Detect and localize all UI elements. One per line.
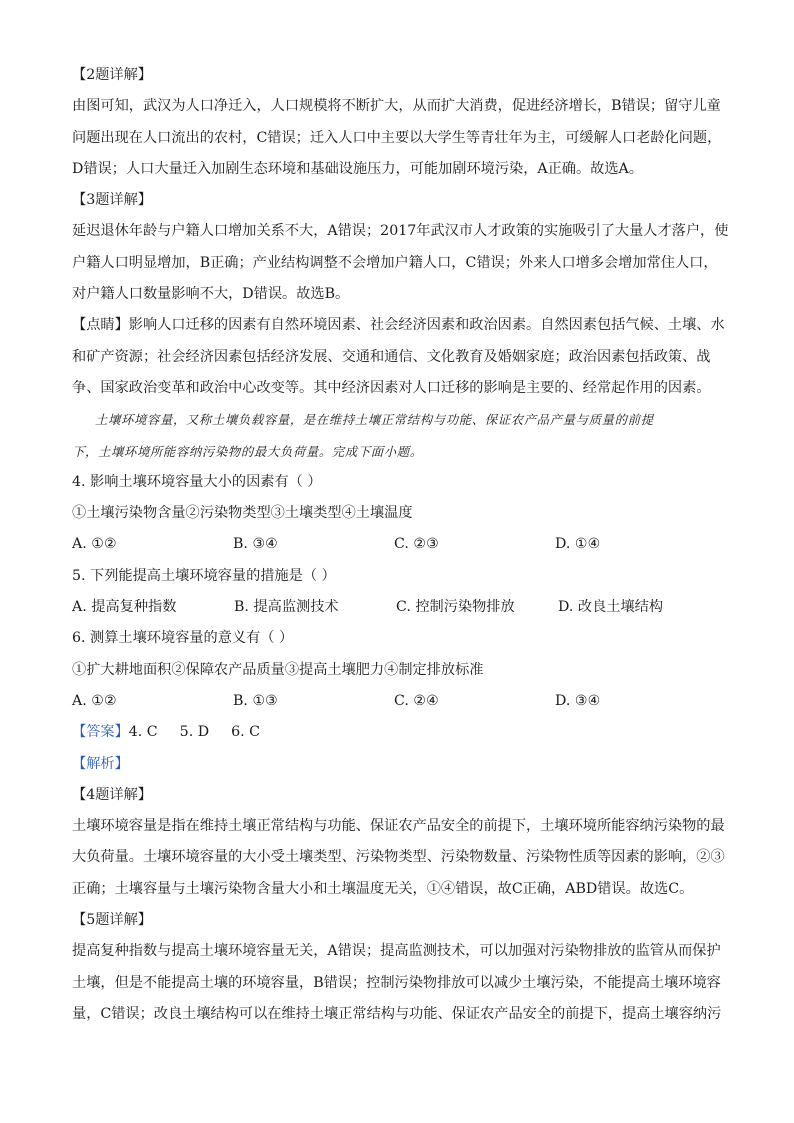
question-5-options [72,592,722,623]
answer-5: 5. D [179,724,210,741]
question-4-stem: 4. 影响土壤环境容量大小的因素有（ ） [72,473,322,490]
section-5-heading: 【5题详解】 [72,912,152,929]
section-5-line: 土壤，但是不能提高土壤的环境容量，B错误；控制污染物排放可以减少土壤污染，不能提高土壤环境容 [72,974,721,991]
section-4-line: 大负荷量。土壤环境容量的大小受土壤类型、污染物类型、污染物数量、污染物性质等因素的影响，②③ [72,849,725,866]
question-6-stem: 6. 测算土壤环境容量的意义有（ ） [72,630,294,647]
question-4-options [72,529,722,560]
answer-4: 4. C [128,724,158,741]
section-4-heading: 【4题详解】 [72,786,152,803]
dianjing-line [72,310,725,341]
section-3-line: 对户籍人口数量影响不大，D错误。故选B。 [72,286,350,303]
option-a: A. ①② [72,536,117,553]
answer-line [72,717,722,748]
answer-6: 6. C [231,724,260,741]
dianjing-label: 【点睛】 [72,317,129,334]
question-6-items: ①扩大耕地面积②保障农产品质量③提高土壤肥力④制定排放标准 [72,661,484,678]
section-3-heading: 【3题详解】 [72,192,152,209]
analysis-label: 【解析】 [72,755,129,772]
section-2-line: 问题出现在人口流出的农村，C错误；迁入人口中主要以大学生等青壮年为主，可缓解人口老龄化问题， [72,129,722,146]
section-2-heading: 【2题详解】 [72,67,152,83]
option-a: A. ①② [72,692,117,709]
section-2-line: 由图可知，武汉为人口净迁入，人口规模将不断扩大，从而扩大消费，促进经济增长，B错误；留守儿童 [72,98,721,115]
option-c: C. ②④ [394,692,439,709]
option-a: A. 提高复种指数 [72,599,177,616]
option-d: D. 改良土壤结构 [558,599,664,616]
material-line: 下，土壤环境所能容纳污染物的最大负荷量。完成下面小题。 [72,443,423,459]
section-4-line: 正确；土壤容量与土壤污染物含量大小和土壤温度无关，①④错误，故C正确，ABD错误。故选C。 [72,880,694,897]
answer-label: 【答案】 [72,724,129,741]
section-5-line: 提高复种指数与提高土壤环境容量无关，A错误；提高监测技术，可以加强对污染物排放的监管从而保护 [72,943,721,960]
option-b: B. 提高监测技术 [234,599,339,616]
dianjing-text: 影响人口迁移的因素有自然环境因素、社会经济因素和政治因素。自然因素包括气候、土壤、水 [128,317,725,334]
question-4-items: ①土壤污染物含量②污染物类型③土壤类型④土壤温度 [72,505,413,522]
material-line: 土壤环境容量，又称土壤负载容量，是在维持土壤正常结构与功能、保证农产品产量与质量的前提 [95,412,654,428]
question-5-stem: 5. 下列能提高土壤环境容量的措施是（ ） [72,567,336,584]
dianjing-line: 和矿产资源；社会经济因素包括经济发展、交通和通信、文化教育及婚姻家庭；政治因素包括政策、战 [72,348,711,365]
option-c: C. ②③ [394,536,439,553]
option-c: C. 控制污染物排放 [396,599,515,616]
option-b: B. ③④ [233,536,278,553]
option-d: D. ③④ [555,692,601,709]
section-5-line: 量，C错误；改良土壤结构可以在维持土壤正常结构与功能、保证农产品安全的前提下，提高土壤容纳污 [72,1005,722,1022]
section-3-line: 户籍人口明显增加，B正确；产业结构调整不会增加户籍人口，C错误；外来人口增多会增加常住人口， [72,254,718,271]
document-page [72,60,729,1030]
section-3-line: 延迟退休年龄与户籍人口增加关系不大，A错误；2017年武汉市人才政策的实施吸引了大量人才落户，使 [72,223,729,240]
option-b: B. ①③ [233,692,278,709]
dianjing-line: 争、国家政治变革和政治中心改变等。其中经济因素对人口迁移的影响是主要的、经常起作用的因素。 [72,379,711,396]
question-6-options [72,686,722,717]
section-4-line: 土壤环境容量是指在维持土壤正常结构与功能、保证农产品安全的前提下，土壤环境所能容纳污染物的最 [72,818,725,835]
option-d: D. ①④ [555,536,601,553]
section-2-line: D错误；人口大量迁入加剧生态环境和基础设施压力，可能加剧环境污染，A正确。故选A。 [72,160,643,177]
